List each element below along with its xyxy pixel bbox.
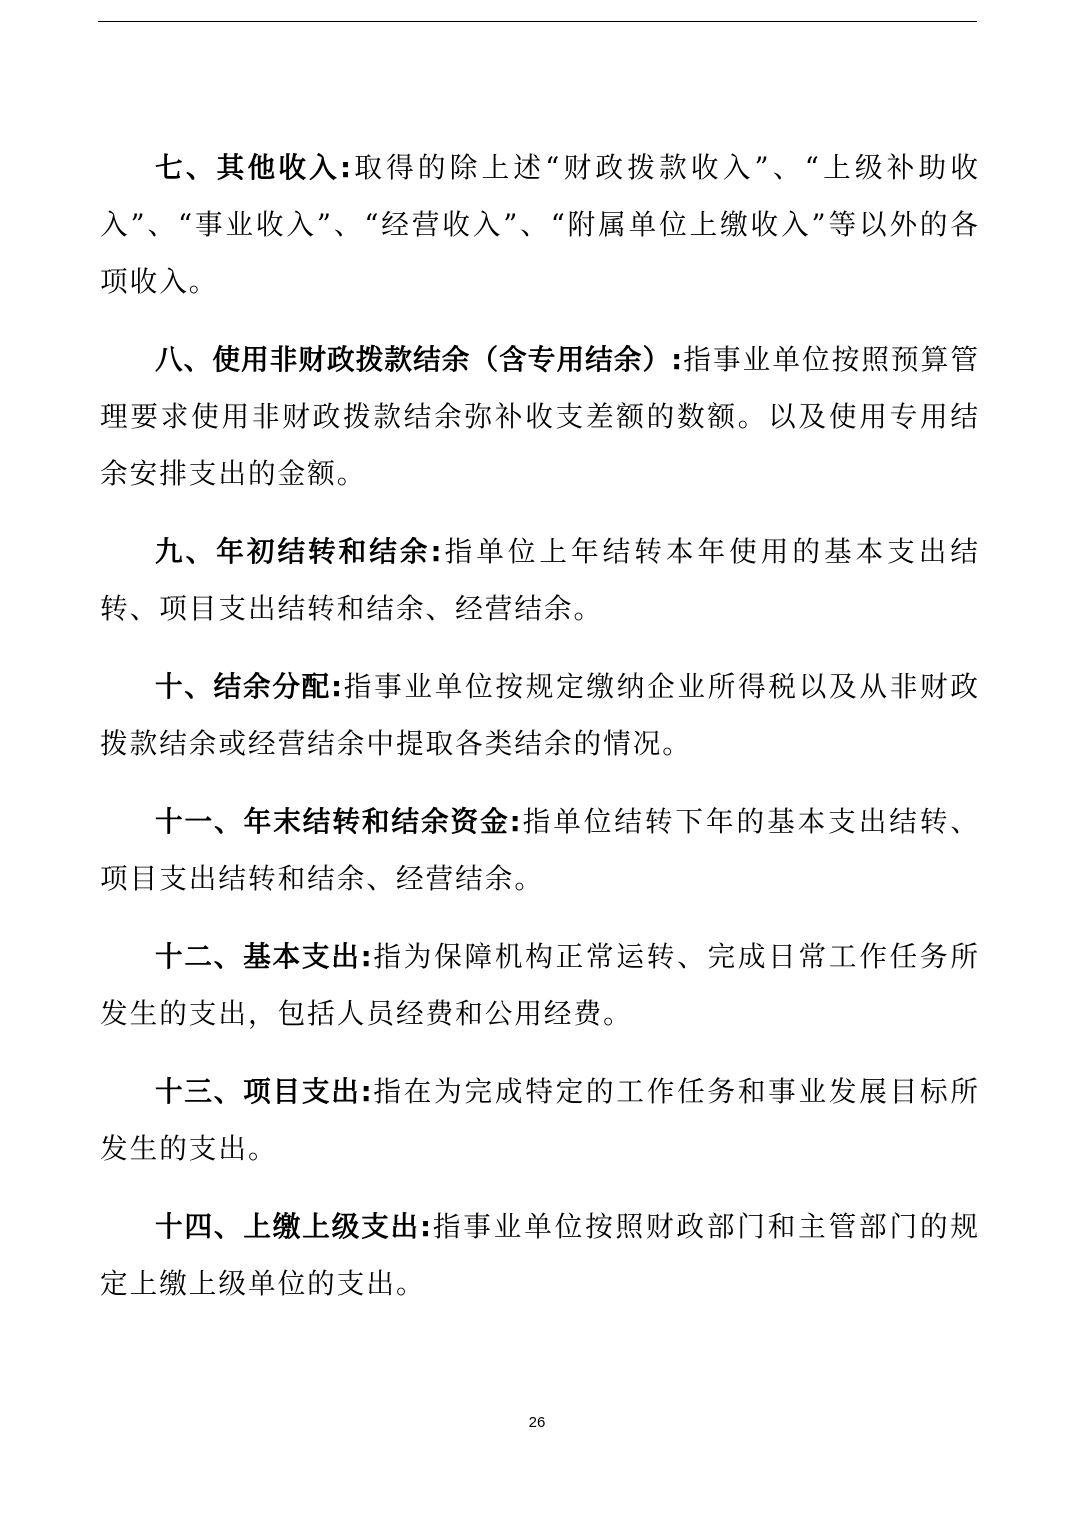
term-definition: 指在为完成特定的工作任务和事业发展目标所发生的支出。 — [100, 1075, 980, 1165]
term-label: 十四、上缴上级支出: — [155, 1210, 433, 1243]
header-rule — [98, 21, 977, 22]
term-definition: 指事业单位按规定缴纳企业所得税以及从非财政拨款结余或经营结余中提取各类结余的情况。 — [100, 670, 980, 760]
paragraph-basic-expenditure — [100, 928, 980, 1042]
paragraph-non-fiscal-surplus — [100, 331, 980, 502]
term-label: 九、年初结转和结余: — [155, 535, 443, 568]
paragraph-project-expenditure — [100, 1063, 980, 1177]
term-definition: 指单位上年结转本年使用的基本支出结转、项目支出结转和结余、经营结余。 — [100, 535, 980, 625]
paragraph-opening-balance — [100, 523, 980, 637]
term-definition: 指事业单位按照财政部门和主管部门的规定上缴上级单位的支出。 — [100, 1210, 980, 1300]
term-definition: 取得的除上述“财政拨款收入”、“上级补助收入”、“事业收入”、“经营收入”、“附属单位上缴收入”等以外的各项收入。 — [100, 151, 981, 298]
term-label: 十二、基本支出: — [155, 940, 373, 973]
body-text — [100, 139, 980, 1333]
term-definition: 指为保障机构正常运转、完成日常工作任务所发生的支出，包括人员经费和公用经费。 — [100, 940, 980, 1030]
term-label: 十一、年末结转和结余资金: — [155, 805, 522, 838]
term-definition: 指事业单位按照预算管理要求使用非财政拨款结余弥补收支差额的数额。以及使用专用结余安排支出的金额。 — [100, 343, 980, 490]
term-definition: 指单位结转下年的基本支出结转、项目支出结转和结余、经营结余。 — [100, 805, 980, 895]
page-number: 26 — [528, 1414, 546, 1431]
paragraph-surplus-distribution — [100, 658, 980, 772]
term-label: 十三、项目支出: — [155, 1075, 373, 1108]
term-label: 十、结余分配: — [155, 670, 344, 703]
term-label: 八、使用非财政拨款结余（含专用结余）: — [155, 343, 684, 376]
term-label: 七、其他收入: — [155, 151, 353, 184]
paragraph-other-income — [100, 139, 980, 310]
paragraph-remittance-expenditure — [100, 1198, 980, 1312]
paragraph-closing-balance — [100, 793, 980, 907]
